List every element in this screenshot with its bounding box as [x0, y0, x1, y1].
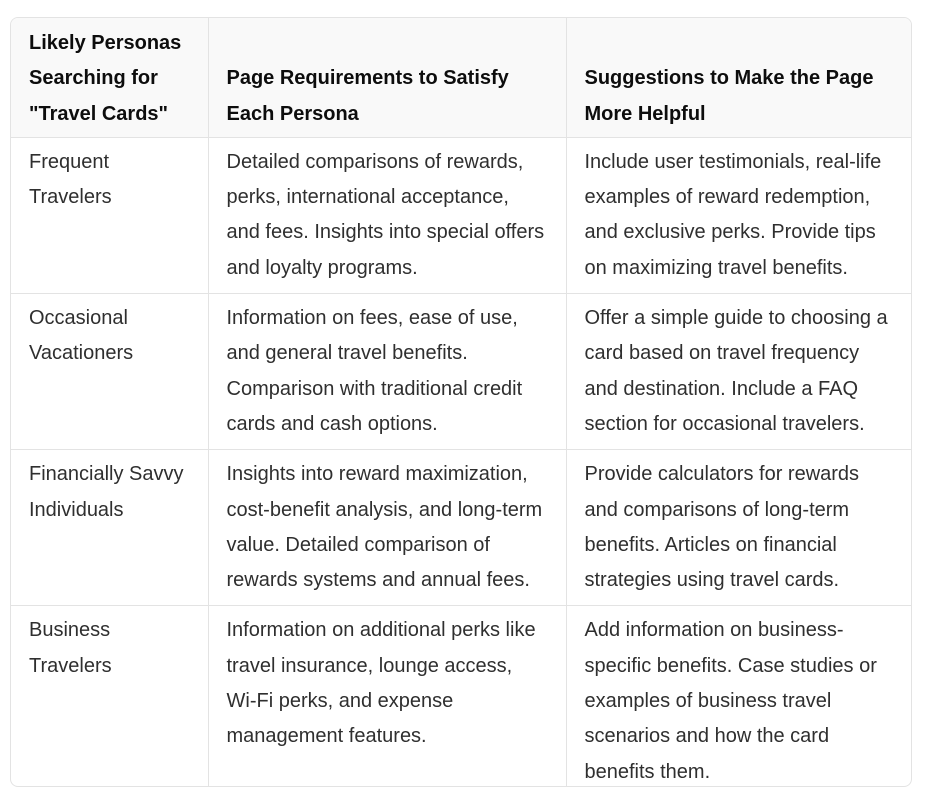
- table-header: [11, 18, 911, 137]
- persona-cell: Occasional Vacationers: [11, 294, 208, 450]
- persona-cell: Financially Savvy Individuals: [11, 450, 208, 606]
- table-row: [11, 606, 911, 787]
- suggestions-cell: Offer a simple guide to choosing a card based on travel frequency and destination. Include a FAQ section for occasional travelers.: [566, 294, 911, 450]
- suggestions-cell: Provide calculators for rewards and comparisons of long-term benefits. Articles on financial strategies using travel cards.: [566, 450, 911, 606]
- header-row: [11, 18, 911, 137]
- table-row: [11, 450, 911, 606]
- persona-cell: Frequent Travelers: [11, 137, 208, 293]
- suggestions-cell: Add information on business-specific benefits. Case studies or examples of business travel scenarios and how the card benefits them.: [584, 619, 877, 783]
- requirements-cell: Detailed comparisons of rewards, perks, international acceptance, and fees. Insights into special offers and loyalty programs.: [208, 137, 566, 293]
- persona-cell: Business Travelers: [11, 606, 208, 787]
- table-body: [11, 137, 911, 787]
- table-row: [11, 294, 911, 450]
- header-suggestions: Suggestions to Make the Page More Helpful: [566, 18, 911, 137]
- table-row: [11, 137, 911, 293]
- persona-table: [11, 18, 911, 787]
- requirements-cell: Insights into reward maximization, cost-benefit analysis, and long-term value. Detailed comparison of rewards systems and annual fees.: [208, 450, 566, 606]
- persona-table-container: [10, 17, 912, 787]
- requirements-cell: Information on fees, ease of use, and general travel benefits. Comparison with traditional credit cards and cash options.: [208, 294, 566, 450]
- header-personas: Likely Personas Searching for "Travel Cards": [11, 18, 208, 137]
- header-page-requirements: Page Requirements to Satisfy Each Persona: [208, 18, 566, 137]
- suggestions-cell: Include user testimonials, real-life examples of reward redemption, and exclusive perks. Provide tips on maximizing travel benefits.: [566, 137, 911, 293]
- requirements-cell: Information on additional perks like travel insurance, lounge access, Wi-Fi perks, and expense management features.: [208, 606, 566, 787]
